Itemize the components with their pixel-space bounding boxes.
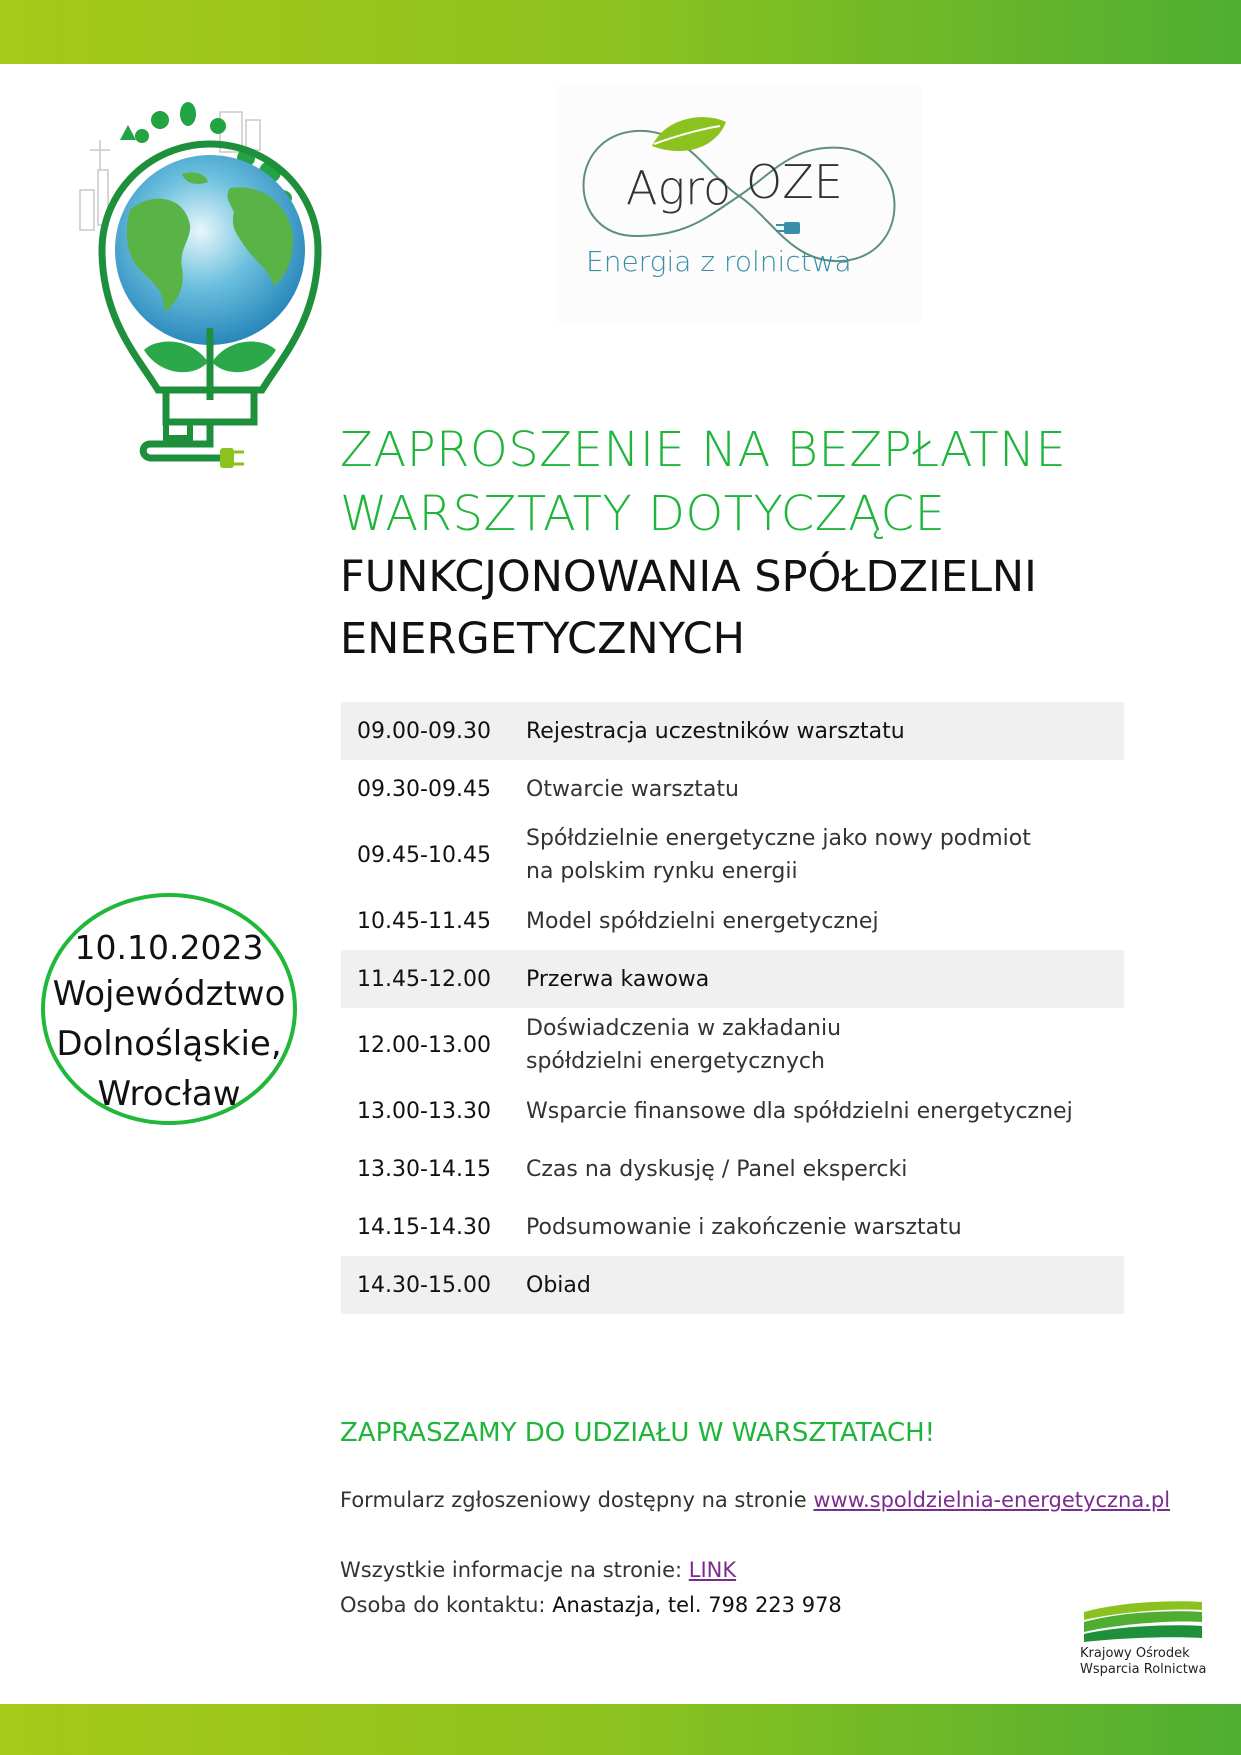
agro-oze-logo — [556, 86, 922, 322]
schedule-row — [341, 1140, 1124, 1198]
schedule-row — [341, 760, 1124, 818]
schedule-time: 09.45-10.45 — [357, 842, 491, 868]
schedule-row — [341, 892, 1124, 950]
contact-line — [340, 1593, 842, 1617]
schedule-activity: Przerwa kawowa — [507, 950, 1124, 1008]
schedule-activity: Wsparcie finansowe dla spółdzielni energetycznej — [526, 1098, 1073, 1124]
invitation-headline — [340, 418, 1160, 670]
contact-label: Osoba do kontaktu: — [340, 1593, 553, 1617]
headline-line-1: ZAPROSZENIE NA BEZPŁATNE — [340, 422, 1067, 478]
schedule-time: 14.15-14.30 — [357, 1214, 491, 1240]
headline-line-4: ENERGETYCZNYCH — [340, 614, 745, 664]
kowr-logo — [1080, 1598, 1210, 1678]
schedule-activity: Model spółdzielni energetycznej — [526, 908, 879, 934]
schedule-time: 14.30-15.00 — [341, 1256, 507, 1314]
registration-form-link[interactable]: www.spoldzielnia-energetyczna.pl — [813, 1488, 1171, 1512]
schedule-time: 09.30-09.45 — [357, 776, 491, 802]
event-location-line-1: Województwo — [52, 974, 286, 1014]
schedule-activity: Spółdzielnie energetyczne jako nowy podmiot na polskim rynku energii — [526, 826, 1031, 884]
more-info-text: Wszystkie informacje na stronie: — [340, 1558, 689, 1582]
schedule-time: 11.45-12.00 — [341, 950, 507, 1008]
schedule-table — [341, 702, 1124, 1314]
cta-heading: ZAPRASZAMY DO UDZIAŁU W WARSZTATACH! — [340, 1418, 936, 1448]
logo-agro-text: Agro — [626, 161, 732, 215]
schedule-time: 10.45-11.45 — [357, 908, 491, 934]
schedule-time: 13.30-14.15 — [357, 1156, 491, 1182]
more-info-line — [340, 1558, 736, 1582]
schedule-row — [341, 950, 1124, 1008]
schedule-activity: Czas na dyskusję / Panel ekspercki — [526, 1156, 908, 1182]
bottom-gradient-band — [0, 1704, 1241, 1755]
schedule-time: 09.00-09.30 — [341, 702, 507, 760]
schedule-row — [341, 1082, 1124, 1140]
agro-oze-emblem — [556, 86, 922, 322]
schedule-row — [341, 1198, 1124, 1256]
schedule-activity: Doświadczenia w zakładaniu spółdzielni energetycznych — [526, 1016, 842, 1074]
event-location-line-2: Dolnośląskie, — [56, 1024, 282, 1064]
registration-form-line — [340, 1488, 1170, 1512]
schedule-activity: Rejestracja uczestników warsztatu — [507, 702, 1124, 760]
registration-form-text: Formularz zgłoszeniowy dostępny na stronie — [340, 1488, 814, 1512]
more-info-link[interactable]: LINK — [688, 1558, 737, 1582]
schedule-activity: Obiad — [507, 1256, 1124, 1314]
event-location-line-3: Wrocław — [97, 1074, 241, 1114]
kowr-name-line-2: Wsparcia Rolnictwa — [1080, 1662, 1207, 1677]
logo-oze-text: OZE — [746, 155, 843, 209]
kowr-name-line-1: Krajowy Ośrodek — [1080, 1646, 1190, 1661]
headline-line-2: WARSZTATY DOTYCZĄCE — [340, 486, 946, 542]
schedule-activity: Podsumowanie i zakończenie warsztatu — [526, 1214, 962, 1240]
logo-tagline: Energia z rolnictwa — [586, 245, 852, 278]
event-date: 10.10.2023 — [74, 928, 264, 967]
schedule-time: 13.00-13.30 — [357, 1098, 491, 1124]
top-gradient-band — [0, 0, 1241, 64]
event-date-location-badge — [41, 893, 297, 1125]
schedule-row — [341, 1008, 1124, 1082]
earth-lightbulb-illustration — [70, 100, 350, 480]
schedule-time: 12.00-13.00 — [357, 1032, 491, 1058]
schedule-row — [341, 1256, 1124, 1314]
kowr-field-emblem — [1080, 1598, 1204, 1642]
schedule-activity: Otwarcie warsztatu — [526, 776, 739, 802]
headline-line-3: FUNKCJONOWANIA SPÓŁDZIELNI — [340, 552, 1037, 602]
schedule-row — [341, 818, 1124, 892]
contact-person: Anastazja, tel. 798 223 978 — [552, 1593, 842, 1617]
schedule-row — [341, 702, 1124, 760]
